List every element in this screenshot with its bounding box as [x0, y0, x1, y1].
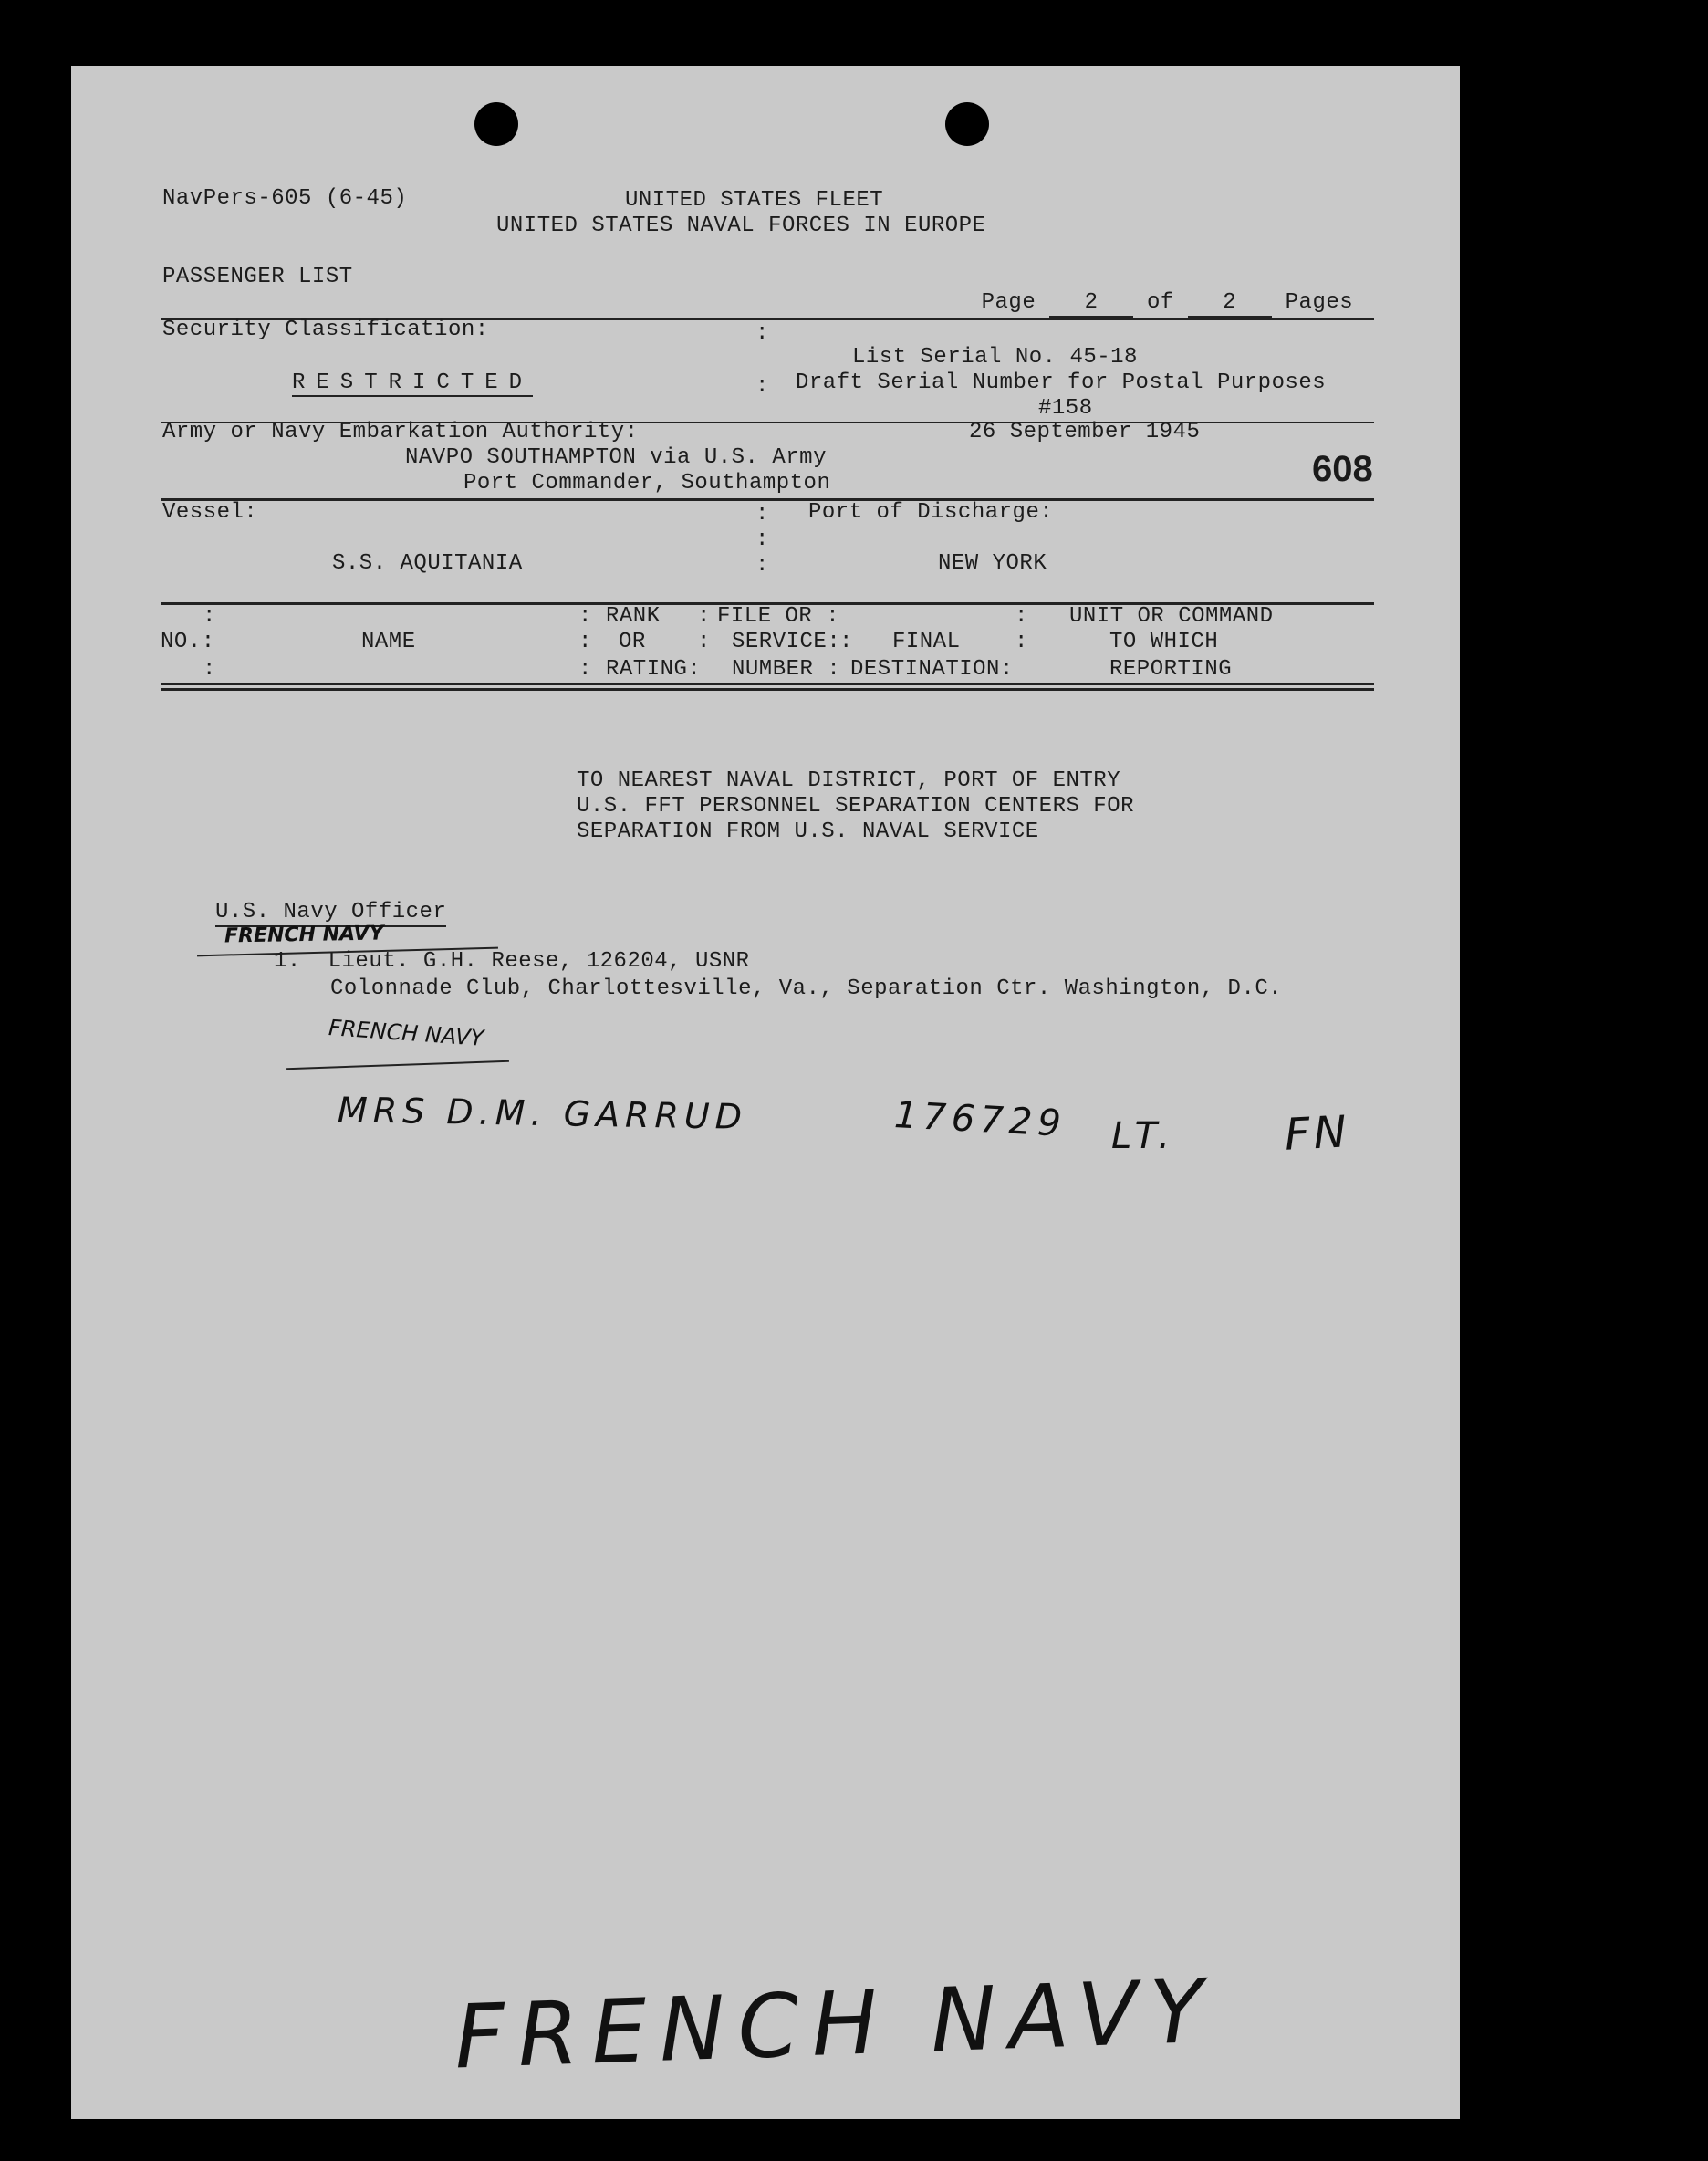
colon: :	[839, 630, 853, 654]
rule-6	[161, 688, 1374, 691]
vessel-label: Vessel:	[162, 500, 258, 525]
colon: :	[578, 630, 592, 654]
handwritten-rank: LT.	[1111, 1115, 1175, 1157]
colon: :	[755, 527, 769, 552]
col-unit-1: UNIT OR COMMAND	[1069, 604, 1274, 629]
col-unit-2: TO WHICH	[1109, 630, 1219, 654]
col-rank-2: OR	[619, 630, 646, 654]
entry-1-line-1: 1. Lieut. G.H. Reese, 126204, USNR	[274, 949, 750, 974]
instruction-line-1: TO NEAREST NAVAL DISTRICT, PORT OF ENTRY	[577, 768, 1121, 793]
vessel-value: S.S. AQUITANIA	[332, 551, 523, 576]
rule-5	[161, 683, 1374, 685]
security-label: Security Classification:	[162, 318, 489, 342]
col-name: NAME	[361, 630, 416, 654]
form-number: NavPers-605 (6-45)	[162, 186, 408, 211]
col-rank-3: RATING:	[606, 657, 702, 682]
authority-line-2: Port Commander, Southampton	[463, 471, 831, 496]
instruction-line-3: SEPARATION FROM U.S. NAVAL SERVICE	[577, 820, 1039, 844]
handwritten-number: 176729	[892, 1094, 1068, 1145]
draft-serial-number: #158	[1038, 396, 1093, 421]
colon: :	[1015, 630, 1028, 654]
colon: :	[755, 321, 769, 346]
handwritten-bottom-note: FRENCH NAVY	[453, 1959, 1218, 2089]
authority-label: Army or Navy Embarkation Authority:	[162, 420, 639, 444]
doc-title: PASSENGER LIST	[162, 265, 353, 289]
stamp-number: 608	[1312, 449, 1373, 489]
col-no: NO.:	[161, 630, 215, 654]
colon: :	[755, 374, 769, 399]
org-line-1: UNITED STATES FLEET	[625, 188, 884, 213]
page-total: 2	[1188, 290, 1272, 318]
punch-hole-right	[945, 102, 989, 146]
authority-date: 26 September 1945	[969, 420, 1201, 444]
pages-label: Pages	[1285, 290, 1354, 315]
handwritten-underline-2	[286, 1060, 509, 1070]
col-final-2: DESTINATION:	[850, 657, 1014, 682]
colon: :	[578, 604, 592, 629]
document-page	[71, 66, 1460, 2119]
org-line-2: UNITED STATES NAVAL FORCES IN EUROPE	[496, 214, 986, 238]
security-value-text: RESTRICTED	[292, 371, 534, 395]
page-number: 2	[1049, 290, 1133, 318]
colon: :	[697, 604, 711, 629]
col-final-1: FINAL	[892, 630, 961, 654]
handwritten-code: FN	[1283, 1106, 1351, 1161]
col-file-2: SERVICE:	[732, 630, 841, 654]
draft-serial-label: Draft Serial Number for Postal Purposes	[796, 371, 1327, 395]
discharge-label: Port of Discharge:	[808, 500, 1054, 525]
colon: :	[1015, 604, 1028, 629]
handwritten-heading-note: FRENCH NAVY	[224, 922, 384, 948]
colon: :	[755, 553, 769, 578]
handwritten-note: FRENCH NAVY	[328, 1015, 485, 1051]
instruction-line-2: U.S. FFT PERSONNEL SEPARATION CENTERS FOR	[577, 794, 1134, 819]
security-value	[292, 371, 533, 396]
of-label: of	[1147, 290, 1174, 315]
col-file-1: FILE OR :	[717, 604, 840, 629]
colon: :	[697, 630, 711, 654]
col-file-3: NUMBER :	[732, 657, 841, 682]
col-rank-1: RANK	[606, 604, 661, 629]
handwritten-name: MRS D.M. GARRUD	[337, 1090, 748, 1137]
list-serial: List Serial No. 45-18	[852, 345, 1138, 370]
entry-1-line-2: Colonnade Club, Charlottesville, Va., Separation Ctr. Washington, D.C.	[330, 976, 1283, 1001]
page-info	[927, 265, 1353, 343]
section-heading: U.S. Navy Officer	[215, 900, 446, 927]
discharge-value: NEW YORK	[938, 551, 1047, 576]
page-label: Page	[981, 290, 1036, 315]
punch-hole-left	[474, 102, 518, 146]
rule-3	[161, 498, 1374, 501]
authority-line-1: NAVPO SOUTHAMPTON via U.S. Army	[405, 445, 827, 470]
col-unit-3: REPORTING	[1109, 657, 1233, 682]
colon: :	[203, 657, 216, 682]
colon: :	[578, 657, 592, 682]
colon: :	[203, 604, 216, 629]
colon: :	[755, 502, 769, 527]
